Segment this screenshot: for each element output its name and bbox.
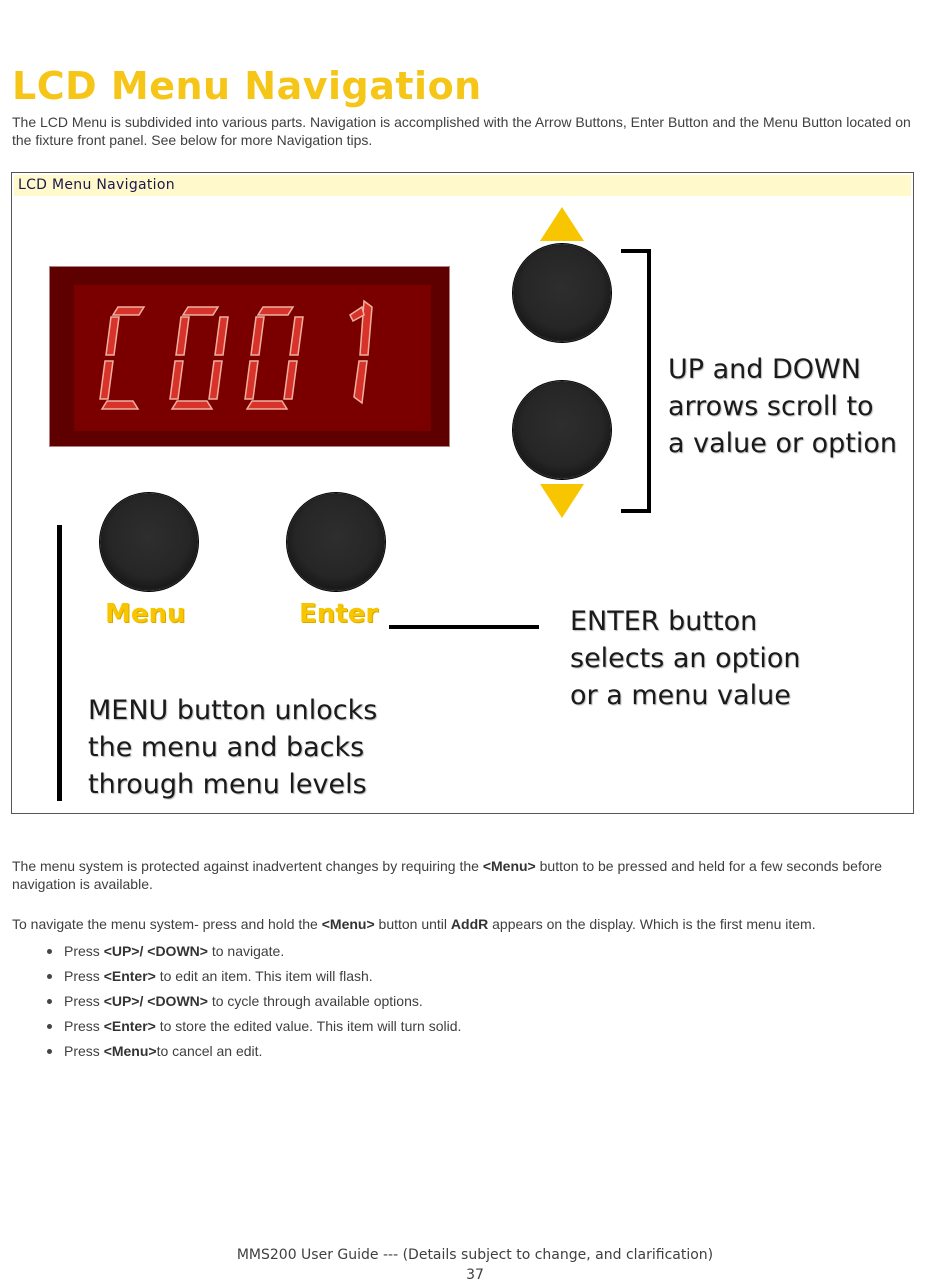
paragraph1-menu-key: <Menu>: [482, 858, 536, 874]
bullet-icon: [47, 1024, 52, 1029]
protection-paragraph: [12, 857, 912, 893]
list-item: [12, 967, 912, 992]
step-text: Press: [64, 993, 104, 1009]
step-text: to cycle through available options.: [207, 993, 423, 1009]
paragraph2-text-end: appears on the display. Which is the first menu item.: [488, 916, 816, 932]
enter-callout: ENTER button selects an option or a menu value: [570, 606, 801, 711]
paragraph2-addr: AddR: [450, 916, 489, 932]
list-item: [12, 992, 912, 1017]
paragraph1-text-end: button to be pressed and held for a few seconds before navigation is available.: [12, 858, 883, 892]
paragraph1-text: The menu system is protected against inadvertent changes by requiring the: [12, 858, 483, 874]
lcd-display-bezel: [49, 266, 450, 447]
list-item: [12, 1042, 912, 1067]
menu-callout-line: [57, 525, 62, 801]
intro-paragraph: The LCD Menu is subdivided into various parts. Navigation is accomplished with the Arrow Buttons, Enter Button and the Menu Button located on the fixture front panel. See below for more Navigation tips.: [12, 114, 911, 148]
figure-caption: LCD Menu Navigation: [14, 175, 911, 196]
bullet-icon: [47, 999, 52, 1004]
updown-bracket-bottom: [621, 509, 651, 513]
step-key: <Enter>: [103, 1018, 156, 1034]
step-text: Press: [64, 1043, 104, 1059]
menu-button-label: Menu: [105, 599, 186, 629]
up-arrow-icon: [540, 207, 584, 241]
navigation-steps-list: [12, 942, 912, 1067]
step-text: to navigate.: [207, 943, 285, 959]
step-text: Press: [64, 1018, 104, 1034]
updown-bracket-side: [647, 249, 651, 513]
paragraph2-text: To navigate the menu system- press and hold the: [12, 916, 322, 932]
updown-callout: UP and DOWN arrows scroll to a value or option: [668, 354, 898, 459]
page-title: LCD Menu Navigation: [12, 64, 482, 108]
step-text: Press: [64, 943, 104, 959]
step-text: to store the edited value. This item will turn solid.: [155, 1018, 462, 1034]
step-key: <UP>/ <DOWN>: [103, 943, 208, 959]
step-text: Press: [64, 968, 104, 984]
list-item: [12, 1017, 912, 1042]
menu-callout: MENU button unlocks the menu and backs through menu levels: [88, 695, 378, 800]
paragraph2-text-mid: button until: [374, 916, 451, 932]
lcd-digits: [74, 285, 431, 431]
enter-button[interactable]: [287, 493, 385, 591]
bullet-icon: [47, 949, 52, 954]
down-button[interactable]: [513, 381, 611, 479]
enter-connector-line: [389, 625, 539, 629]
lcd-display: [74, 285, 431, 431]
step-key: <Menu>: [103, 1043, 157, 1059]
step-text: to edit an item. This item will flash.: [155, 968, 373, 984]
step-text: to cancel an edit.: [156, 1043, 263, 1059]
enter-button-label: Enter: [299, 599, 379, 629]
footer-page-number: 37: [466, 1267, 484, 1283]
down-arrow-icon: [540, 484, 584, 518]
menu-button[interactable]: [100, 493, 198, 591]
up-button[interactable]: [513, 244, 611, 342]
list-item: [12, 942, 912, 967]
footer-guide-title: MMS200 User Guide --- (Details subject to change, and clarification): [236, 1247, 714, 1263]
step-key: <UP>/ <DOWN>: [103, 993, 208, 1009]
step-key: <Enter>: [103, 968, 156, 984]
navigation-paragraph: [12, 915, 912, 933]
lcd-navigation-figure: [11, 172, 914, 814]
paragraph2-menu-key: <Menu>: [321, 916, 375, 932]
bullet-icon: [47, 974, 52, 979]
bullet-icon: [47, 1049, 52, 1054]
